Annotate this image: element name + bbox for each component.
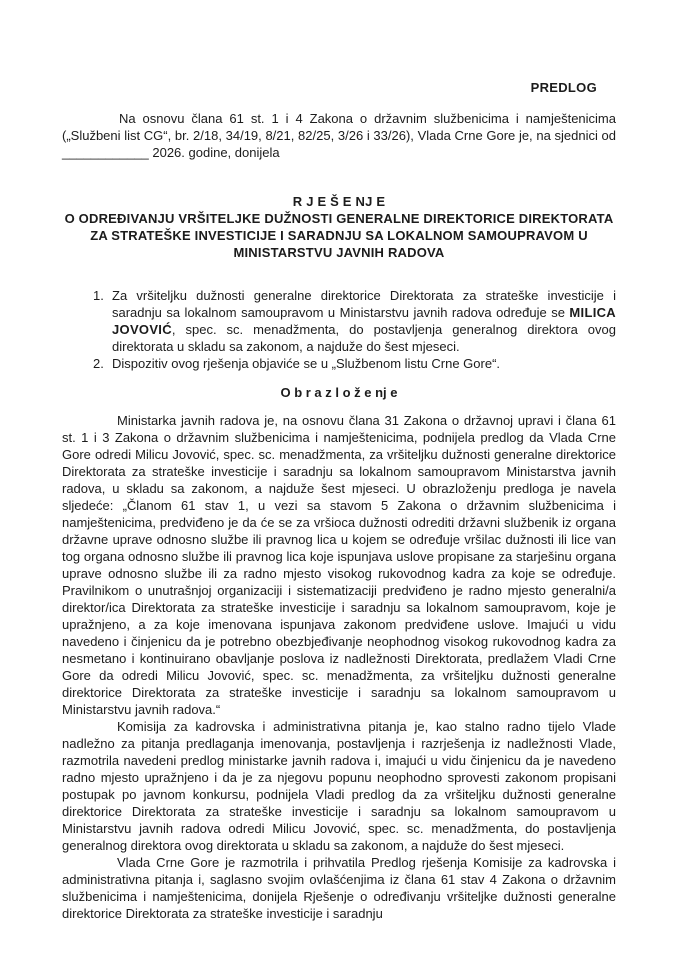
explanation-paragraph-1: Ministarka javnih radova je, na osnovu člana 31 Zakona o državnoj upravi i člana 61 st. 1 i 3 Zakona o državnim službenicima i namještenicima, podnijela predlog da Vlada Crne Gore odredi Milicu Jovović, spec. sc. menadžmenta, za vršiteljku dužnosti generalne direktorice Direktorata za strateške investicije i saradnju sa lokalnom samoupravom Ministarstva javnih radova, u skladu sa zakonom, a najduže šest mjeseci. U obrazloženju predloga je navela sljedeće: „Članom 61 stav 1, u vezi sa stavom 5 Zakona o državnim službenicima i namještenicima, predviđeno je da će se za vršioca dužnosti odrediti državni službenik iz organa državne uprave odnosno službe ili pravnog lica u kojem se određuje vršilac dužnosti ili lice van tog organa odnosno službe ili pravnog lica koje ispunjava uslove propisane za starješinu organa uprave odnosno službe ili za radno mjesto visokog rukovodnog kadra za koje se određuje. Pravilnikom o unutrašnjoj organizaciji i sistematizaciji predviđeno je radno mjesto generalni/a direktor/ica Direktorata za strateške investicije i saradnju sa lokalnom samoupravom, koje je upražnjeno, a za koje imenovana ispunjava zakonom predviđene uslove. Imajući u vidu navedeno i činjenicu da je potrebno obezbjeđivanje neophodnog visokog rukovodnog kadra za nesmetano i kontinuirano obavljanje poslova iz nadležnosti Direktorata, predlažem Vladi Crne Gore da odredi Milicu Jovović, spec. sc. menadžmenta, za vršiteljku dužnosti generalne direktorice Direktorata za strateške investicije i saradnju sa lokalnom samoupravom u Ministarstvu javnih radova.“ (62, 413, 616, 717)
explanation-paragraph-3: Vlada Crne Gore je razmotrila i prihvatila Predlog rješenja Komisije za kadrovska i administrativna pitanja i, saglasno svojim ovlašćenjima iz člana 61 stav 4 Zakona o državnim službenicima i namještenicima, donijela Rješenje o određivanju vršiteljke dužnosti generalne direktorice Direktorata za strateške investicije i saradnju (62, 855, 616, 921)
ruling-title: R J E Š E NJ E (292, 194, 386, 209)
item-text-pre: Dispozitiv ovog rješenja objaviće se u „Službenom listu Crne Gore“. (112, 356, 501, 371)
list-item (62, 355, 616, 372)
item-text (112, 287, 616, 355)
explanation-paragraph-2: Komisija za kadrovska i administrativna pitanja je, kao stalno radno tijelo Vlade nadležno za pitanja predlaganja imenovanja, postavljenja i razrješenja iz nadležnosti Vlade, razmotrila navedeni predlog ministarke javnih radova i, imajući u vidu činjenicu da je navedeno radno mjesto upražnjeno i da je za njegovu popunu neophodno sprovesti zakonom propisani postupak po javnom konkursu, podnijela Vladi predlog da za vršiteljku dužnosti generalne direktorice Direktorata za strateške investicije i saradnju sa lokalnom samoupravom u Ministarstvu javnih radova odredi Milicu Jovović, spec. sc. menadžmenta, do postavljenja generalnog direktora ovog direktorata u skladu sa zakonom, a najduže do šest mjeseci. (62, 719, 616, 853)
item-text-pre: Za vršiteljku dužnosti generalne direktorice Direktorata za strateške investicije i saradnju sa lokalnom samoupravom u Ministarstvu javnih radova određuje se (112, 288, 616, 320)
intro-paragraph: Na osnovu člana 61 st. 1 i 4 Zakona o državnim službenicima i namještenicima („Službeni list CG“, br. 2/18, 34/19, 8/21, 82/25, 3/26 i 33/26), Vlada Crne Gore je, na sjednici od ____________ 2026. godine, donijela (62, 111, 616, 160)
predlog-label: PREDLOG (530, 80, 597, 95)
item-number: 1. (93, 288, 104, 303)
item-text-post: , spec. sc. menadžmenta, do postavljenja generalnog direktora ovog direktorata u skladu sa zakonom, a najduže do šest mjeseci. (112, 322, 616, 354)
ruling-heading-block (62, 193, 616, 261)
list-item (62, 287, 616, 355)
item-number: 2. (93, 356, 104, 371)
explanation-heading: O b r a z l o ž e nj e (280, 385, 398, 400)
item-text (112, 355, 616, 372)
ruling-subtitle: O ODREĐIVANJU VRŠITELJKE DUŽNOSTI GENERALNE DIREKTORICE DIREKTORATA ZA STRATEŠKE INVESTICIJE I SARADNJU SA LOKALNOM SAMOUPRAVOM U MINISTARSTVU JAVNIH RADOVA (64, 211, 614, 260)
appointee-name-bold: MILICA JOVOVIĆ (112, 305, 616, 337)
ruling-items-list (62, 287, 616, 372)
